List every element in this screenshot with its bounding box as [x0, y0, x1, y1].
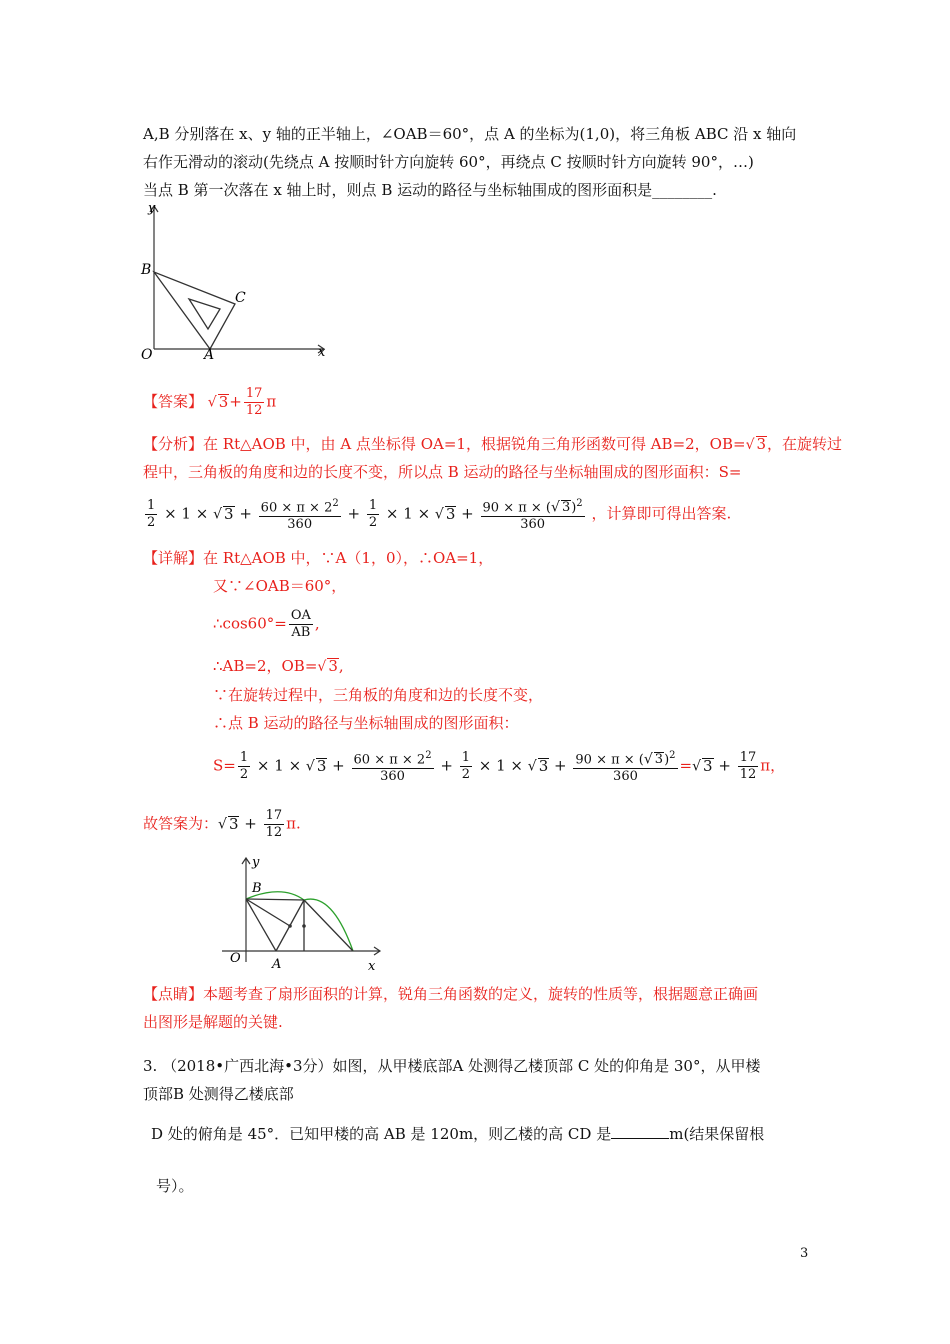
half-num: 1: [147, 498, 156, 514]
detail-formula: [213, 748, 785, 785]
times-1: × 1 ×: [164, 504, 209, 523]
half-fraction: [238, 750, 250, 783]
ob-post: ,: [338, 657, 344, 675]
fig2-label-b: B: [252, 881, 262, 896]
sqrt-sign: √: [745, 437, 755, 453]
half-den: 2: [239, 767, 249, 783]
cos-label: ∴cos60°=: [213, 614, 287, 633]
cos-fraction: [289, 608, 313, 641]
conclusion-pi: π: [286, 814, 297, 833]
conclusion-post: .: [296, 814, 301, 833]
half-fraction: [460, 750, 472, 783]
plus: +: [244, 814, 257, 833]
sqrt-sign: √: [207, 394, 217, 411]
f1-den: 360: [380, 769, 405, 785]
rolling-figure: [222, 852, 387, 977]
f1-num: 60 × π × 2: [353, 752, 426, 768]
f1-exp: 2: [425, 750, 432, 761]
result-fraction: [264, 808, 285, 841]
fig1-label-c: C: [235, 290, 246, 306]
sqrt3: 3: [228, 814, 239, 833]
half-den: 2: [461, 767, 470, 783]
answer-pi: π: [266, 392, 277, 411]
times-1: × 1 ×: [256, 756, 302, 775]
f2-exp: 2: [669, 750, 676, 761]
ob-label: ∴AB=2，OB=: [213, 657, 318, 675]
sector-2-fraction: $\frac{90 \times \pi \times (√ 3)^2}{360}$: [482, 498, 583, 533]
analysis-line-2: 程中，三角板的角度和边的长度不变，所以点 B 运动的路径与坐标轴围成的图形面积：S=: [143, 463, 742, 481]
f2-sqrt: 3: [561, 500, 571, 516]
res-den: 12: [739, 767, 757, 783]
half-den: 2: [147, 515, 156, 531]
times-1: × 1 ×: [478, 756, 523, 775]
fig1-label-a: A: [204, 347, 215, 363]
answer-fraction: [244, 386, 265, 419]
f2-num: 90 × π × (: [482, 500, 552, 516]
answer-tag: 【答案】: [143, 392, 204, 411]
sqrt-sign: √: [434, 506, 444, 523]
detail-tag: 【详解】: [143, 549, 204, 567]
detail-line-5: ∵在旋转过程中，三角板的角度和边的长度不变，: [213, 686, 544, 704]
plus: +: [332, 756, 345, 775]
fig2-label-a: A: [272, 957, 282, 972]
result-pi: π: [760, 756, 771, 775]
half-fraction: [145, 498, 157, 531]
problem-intro-line-2: 右作无滑动的滚动(先绕点 A 按顺时针方向旋转 60°，再绕点 C 按顺时针方向旋转 90°，…): [143, 153, 754, 171]
sqrt-sign: √: [218, 816, 227, 833]
analysis-tail: ，计算即可得出答案.: [591, 504, 732, 523]
f2-close: ): [571, 500, 577, 516]
sqrt3: 3: [703, 756, 713, 775]
ob-sqrt: 3: [328, 657, 338, 675]
half-den: 2: [368, 515, 378, 531]
detail-line-2: 又∵∠OAB＝60°，: [213, 577, 347, 595]
answer-sqrt: 3: [218, 392, 229, 411]
detail-text-1: 在 Rt△AOB 中，∵A（1，0），∴OA=1，: [203, 549, 494, 567]
f2-exp: 2: [576, 498, 583, 509]
sqrt-sign: √: [213, 506, 222, 523]
sqrt3: 3: [316, 756, 327, 775]
fig1-label-x: x: [318, 345, 326, 360]
fig2-label-o: O: [230, 951, 241, 966]
equals: =: [679, 756, 693, 775]
f2-num: 90 × π × (: [575, 752, 644, 768]
problem3-line-3: [151, 1124, 764, 1144]
f1-exp: 2: [332, 498, 339, 509]
answer-num: 17: [245, 386, 263, 401]
conclusion-line: [143, 808, 301, 841]
res-num: 17: [265, 808, 283, 823]
sqrt3: 3: [223, 504, 234, 523]
answer-den: 12: [245, 403, 263, 418]
cos-den: AB: [291, 625, 311, 640]
cos-num: OA: [290, 608, 311, 623]
analysis-sqrt: 3: [756, 435, 767, 453]
sector-1-fraction: [352, 748, 434, 785]
fig2-label-y: y: [252, 855, 260, 870]
problem3-line-1: 3. （2018•广西北海•3分）如图，从甲楼底部A 处测得乙楼顶部 C 处的仰角是 30°，从甲楼: [143, 1057, 761, 1075]
detail-line-3: [213, 608, 320, 641]
f2-close: ): [664, 752, 670, 768]
analysis-text-1: 在 Rt△AOB 中，由 A 点坐标得 OA=1，根据锐角三角形函数可得 AB=2，OB=: [203, 435, 746, 453]
times-1: × 1 ×: [385, 504, 431, 523]
analysis-formula: [143, 496, 731, 533]
s-label: S=: [213, 756, 236, 775]
res-num: 17: [739, 750, 757, 766]
f1-num: 60 × π × 2: [260, 500, 333, 516]
comment-tag: 【点睛】: [143, 985, 204, 1003]
half-num: 1: [368, 498, 378, 514]
half-num: 1: [461, 750, 470, 766]
detail-line-4: [213, 656, 344, 677]
analysis-tag: 【分析】: [143, 435, 204, 453]
page-number: 3: [800, 1246, 809, 1261]
problem3-line3-post: m(结果保留根: [669, 1125, 765, 1143]
res-den: 12: [265, 825, 283, 840]
sector-1-fraction: [259, 496, 341, 533]
fig2-label-x: x: [368, 959, 376, 974]
comment-text-1: 本题考查了扇形面积的计算，锐角三角函数的定义，旋转的性质等，根据题意正确画: [203, 985, 759, 1003]
f2-den: 360: [520, 517, 546, 533]
conclusion-pre: 故答案为：: [143, 814, 219, 833]
problem-intro-line-1: A,B 分别落在 x、y 轴的正半轴上，∠OAB＝60°，点 A 的坐标为(1,0)，将三角板 ABC 沿 x 轴向: [143, 125, 797, 143]
half-fraction: [367, 498, 379, 531]
comment-line-2: 出图形是解题的关键.: [143, 1013, 283, 1031]
plus: +: [347, 504, 361, 523]
fig1-label-b: B: [141, 262, 152, 278]
problem-intro-line-3: 当点 B 第一次落在 x 轴上时，则点 B 运动的路径与坐标轴围成的图形面积是________.: [143, 181, 717, 199]
sqrt-sign: √: [317, 659, 327, 675]
plus: +: [718, 756, 731, 775]
problem3-line-2: 顶部B 处测得乙楼底部: [143, 1085, 294, 1103]
sqrt3: 3: [538, 756, 549, 775]
fig1-label-o: O: [141, 347, 153, 363]
answer-blank: [611, 1124, 669, 1139]
problem3-line3-pre: D 处的俯角是 45°．已知甲楼的高 AB 是 120m，则乙楼的高 CD 是: [151, 1125, 612, 1143]
comment-line-1: [143, 984, 758, 1004]
sector-2-fraction: $\frac{90 \times \pi \times (√ 3)^2}{360}$: [575, 750, 676, 785]
result-fraction: [738, 750, 759, 783]
fig1-label-y: y: [148, 201, 156, 216]
half-num: 1: [239, 750, 249, 766]
f1-den: 360: [287, 517, 313, 533]
sqrt-sign: √: [692, 758, 702, 775]
detail-line-1: [143, 548, 493, 568]
plus: +: [239, 504, 252, 523]
sqrt-sign: √: [305, 758, 315, 775]
sqrt3: 3: [445, 504, 456, 523]
answer-line: [143, 386, 276, 419]
f2-sqrt: 3: [654, 752, 664, 768]
plus: +: [440, 756, 453, 775]
analysis-tail-1: ，在旋转过: [767, 435, 843, 453]
plus: +: [554, 756, 567, 775]
problem3-line-4: 号）。: [156, 1177, 194, 1195]
plus: +: [461, 504, 474, 523]
cos-post: ,: [314, 614, 320, 633]
f2-den: 360: [613, 769, 638, 785]
triangle-figure: [138, 196, 338, 366]
detail-end: ，: [770, 756, 786, 775]
sqrt-sign: √: [527, 758, 537, 775]
detail-line-6: ∴点 B 运动的路径与坐标轴围成的图形面积：: [213, 714, 519, 732]
analysis-line-1: [143, 434, 842, 455]
answer-plus: +: [229, 392, 242, 411]
